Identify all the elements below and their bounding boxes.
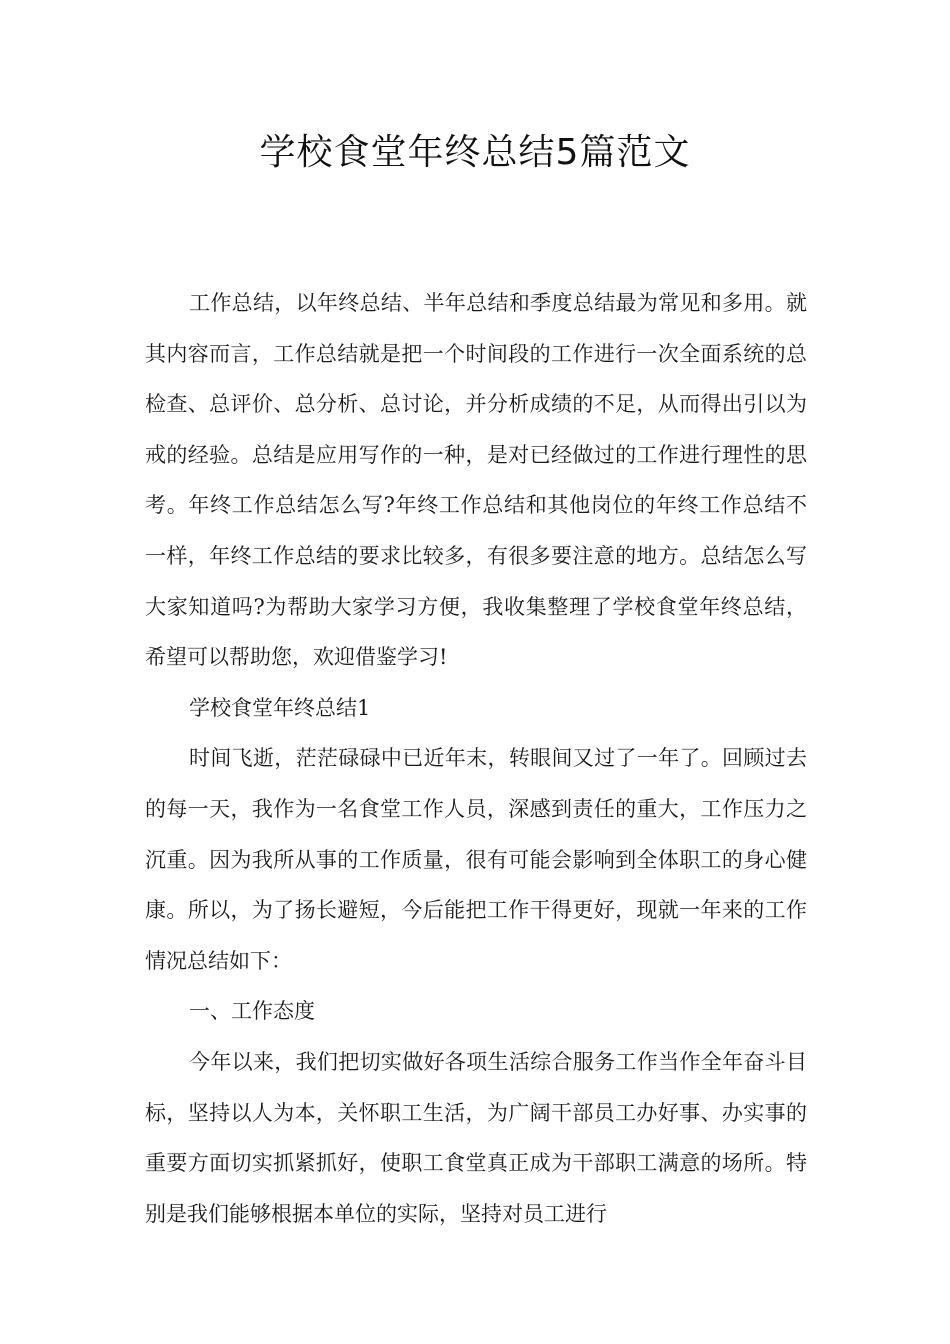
summary-1-opening-paragraph: 时间飞逝，茫茫碌碌中已近年末，转眼间又过了一年了。回顾过去的每一天，我作为一名食堂工作人员，深感到责任的重大，工作压力之沉重。因为我所从事的工作质量，很有可能会影响到全体职工的身心健康。所以，为了扬长避短，今后能把工作干得更好，现就一年来的工作情况总结如下： [145,746,807,973]
work-attitude-paragraph: 今年以来，我们把切实做好各项生活综合服务工作当作全年奋斗目标，坚持以人为本，关怀职工生活，为广阔干部员工办好事、办实事的重要方面切实抓紧抓好，使职工食堂真正成为干部职工满意的场所。特别是我们能够根据本单位的实际，坚持对员工进行 [145,1049,807,1226]
document-body [145,278,807,1239]
section-heading-summary-1: 学校食堂年终总结1 [189,695,371,720]
document-title: 学校食堂年终总结5篇范文 [259,132,691,173]
section-heading-work-attitude: 一、工作态度 [189,999,315,1024]
intro-paragraph: 工作总结，以年终总结、半年总结和季度总结最为常见和多用。就其内容而言，工作总结就是把一个时间段的工作进行一次全面系统的总检查、总评价、总分析、总讨论，并分析成绩的不足，从而得出引以为戒的经验。总结是应用写作的一种，是对已经做过的工作进行理性的思考。年终工作总结怎么写?年终工作总结和其他岗位的年终工作总结不一样，年终工作总结的要求比较多，有很多要注意的地方。总结怎么写大家知道吗?为帮助大家学习方便，我收集整理了学校食堂年终总结，希望可以帮助您，欢迎借鉴学习! [145,291,807,670]
